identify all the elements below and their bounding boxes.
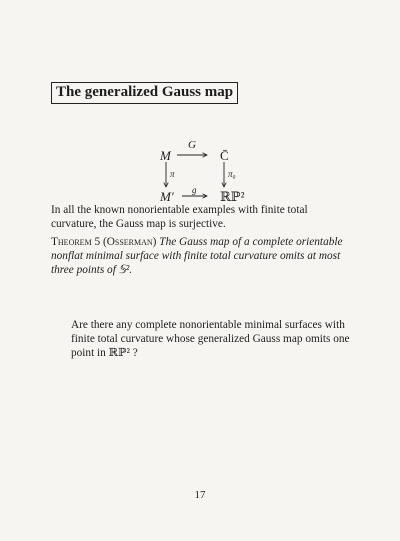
section-title: The generalized Gauss map xyxy=(51,82,238,104)
theorem-body: The Gauss map of a complete orientable nonflat minimal surface with finite total curvature omits at most three points of 𝕊². xyxy=(51,236,343,276)
page-number: 17 xyxy=(194,489,206,501)
label-pi0: π₀ xyxy=(228,169,236,179)
paragraph-known-examples: In all the known nonorientable examples with finite total curvature, the Gauss map is surjective. xyxy=(51,204,308,230)
label-G: G xyxy=(188,139,196,151)
commutative-diagram xyxy=(160,139,280,204)
label-pi: π xyxy=(170,169,175,179)
node-M-prime: M′ xyxy=(160,189,174,204)
node-C-bar: C̄ xyxy=(220,148,229,163)
label-g: g xyxy=(192,185,197,195)
node-M: M xyxy=(160,148,171,163)
node-RP2: ℝℙ² xyxy=(220,189,245,204)
theorem-heading: Theorem 5 (Osserman) xyxy=(51,236,157,248)
theorem-osserman xyxy=(51,235,351,277)
open-question: Are there any complete nonorientable minimal surfaces with finite total curvature whose generalized Gauss map omits one point in ℝℙ² ? xyxy=(71,319,350,359)
